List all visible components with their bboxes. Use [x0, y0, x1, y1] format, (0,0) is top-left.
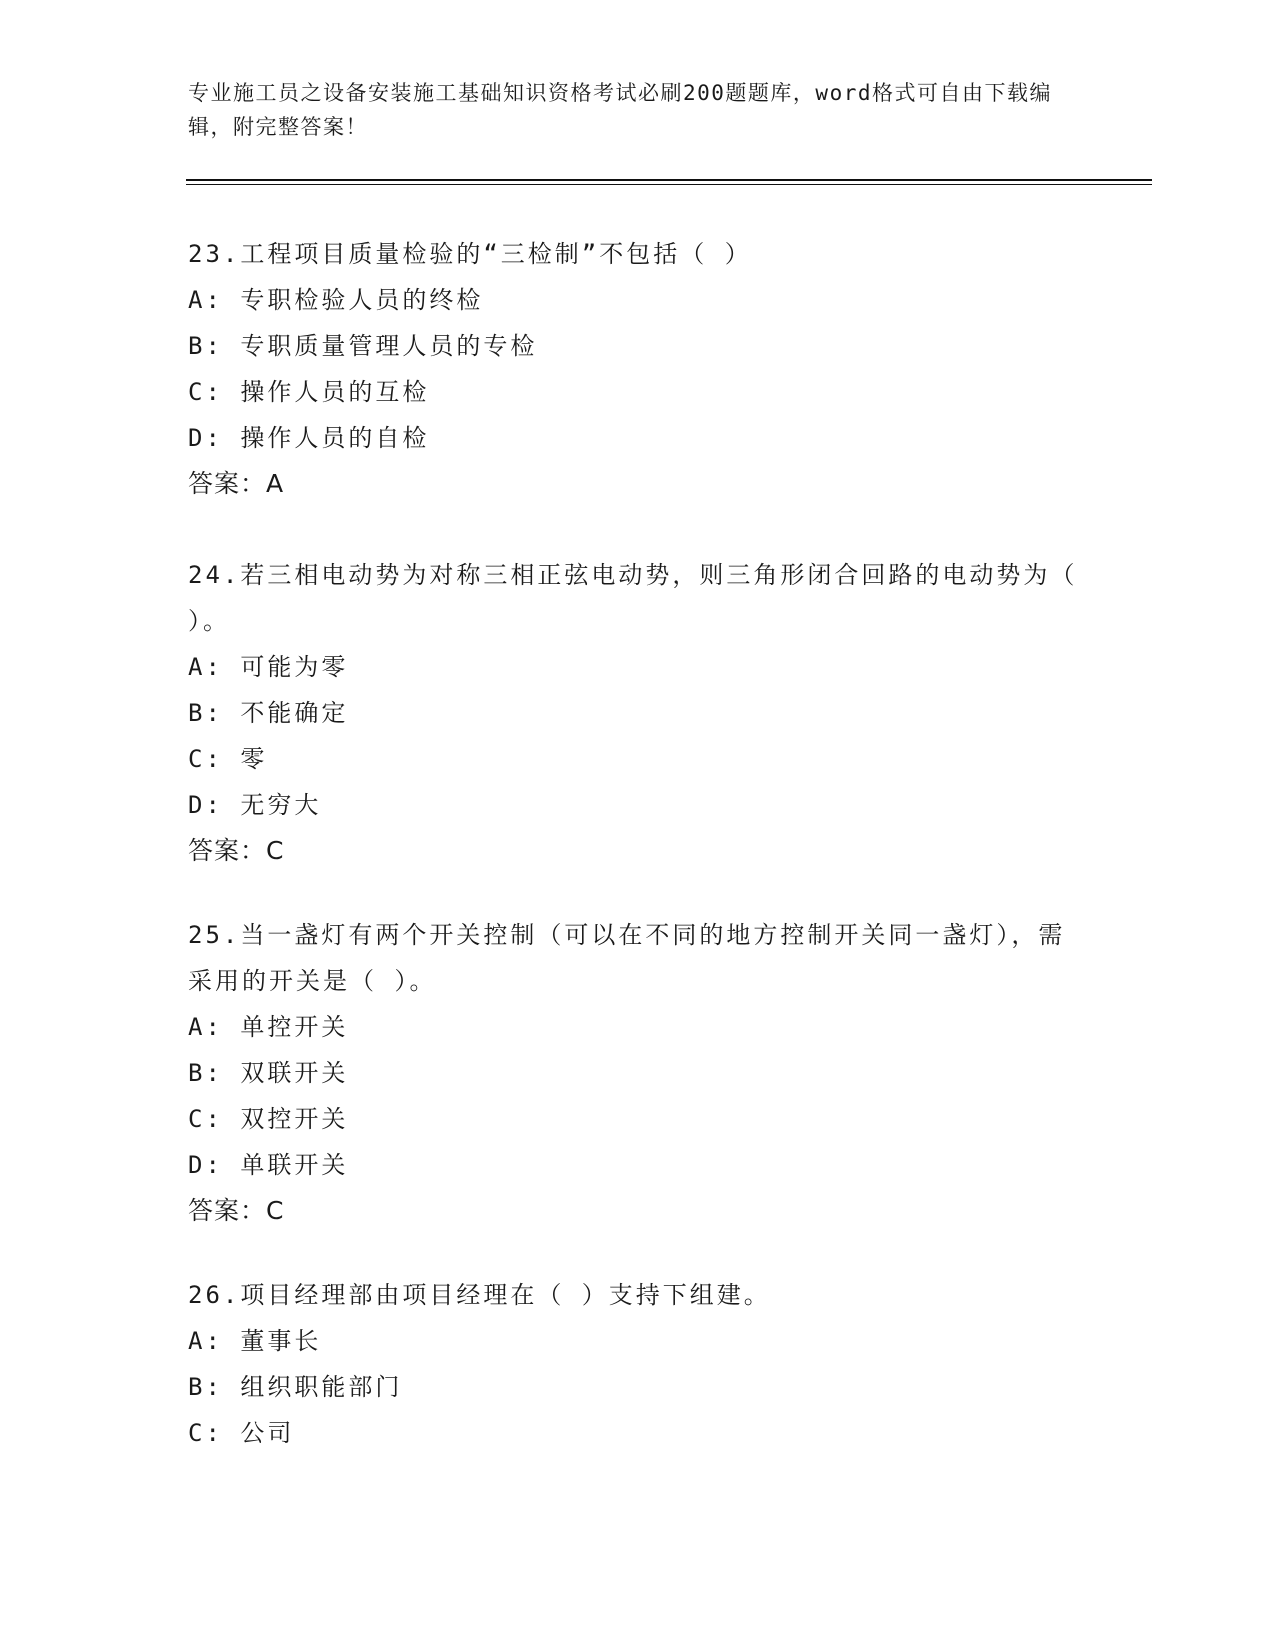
option-b: B: 专职质量管理人员的专检 [188, 332, 538, 360]
option-d: D: 无穷大 [188, 791, 322, 819]
header-divider-bottom [186, 184, 1152, 185]
header-divider-top [186, 179, 1152, 181]
option-b: B: 不能确定 [188, 699, 349, 727]
option-a: A: 可能为零 [188, 653, 349, 681]
question-stem: 25.当一盏灯有两个开关控制（可以在不同的地方控制开关同一盏灯），需采用的开关是（ ）。 [188, 921, 1066, 995]
option-c: C: 零 [188, 745, 268, 773]
question-23 [188, 231, 1088, 507]
question-25 [188, 912, 1088, 1234]
option-c: C: 公司 [188, 1419, 295, 1447]
option-d: D: 操作人员的自检 [188, 424, 430, 452]
option-b: B: 双联开关 [188, 1059, 349, 1087]
question-stem: 26.项目经理部由项目经理在（ ）支持下组建。 [188, 1281, 771, 1309]
answer: 答案：A [188, 469, 285, 498]
option-d: D: 单联开关 [188, 1151, 349, 1179]
answer: 答案：C [188, 1196, 285, 1225]
question-24 [188, 552, 1088, 874]
option-c: C: 双控开关 [188, 1105, 349, 1133]
option-c: C: 操作人员的互检 [188, 378, 430, 406]
document-header: 专业施工员之设备安装施工基础知识资格考试必刷200题题库，word格式可自由下载编辑，附完整答案！ [188, 81, 1052, 139]
answer: 答案：C [188, 836, 285, 865]
option-a: A: 专职检验人员的终检 [188, 286, 484, 314]
question-26 [188, 1272, 1088, 1456]
question-stem: 24.若三相电动势为对称三相正弦电动势，则三角形闭合回路的电动势为（ ）。 [188, 561, 1078, 635]
option-b: B: 组织职能部门 [188, 1373, 403, 1401]
question-stem: 23.工程项目质量检验的“三检制”不包括（ ） [188, 240, 752, 268]
option-a: A: 董事长 [188, 1327, 322, 1355]
option-a: A: 单控开关 [188, 1013, 349, 1041]
